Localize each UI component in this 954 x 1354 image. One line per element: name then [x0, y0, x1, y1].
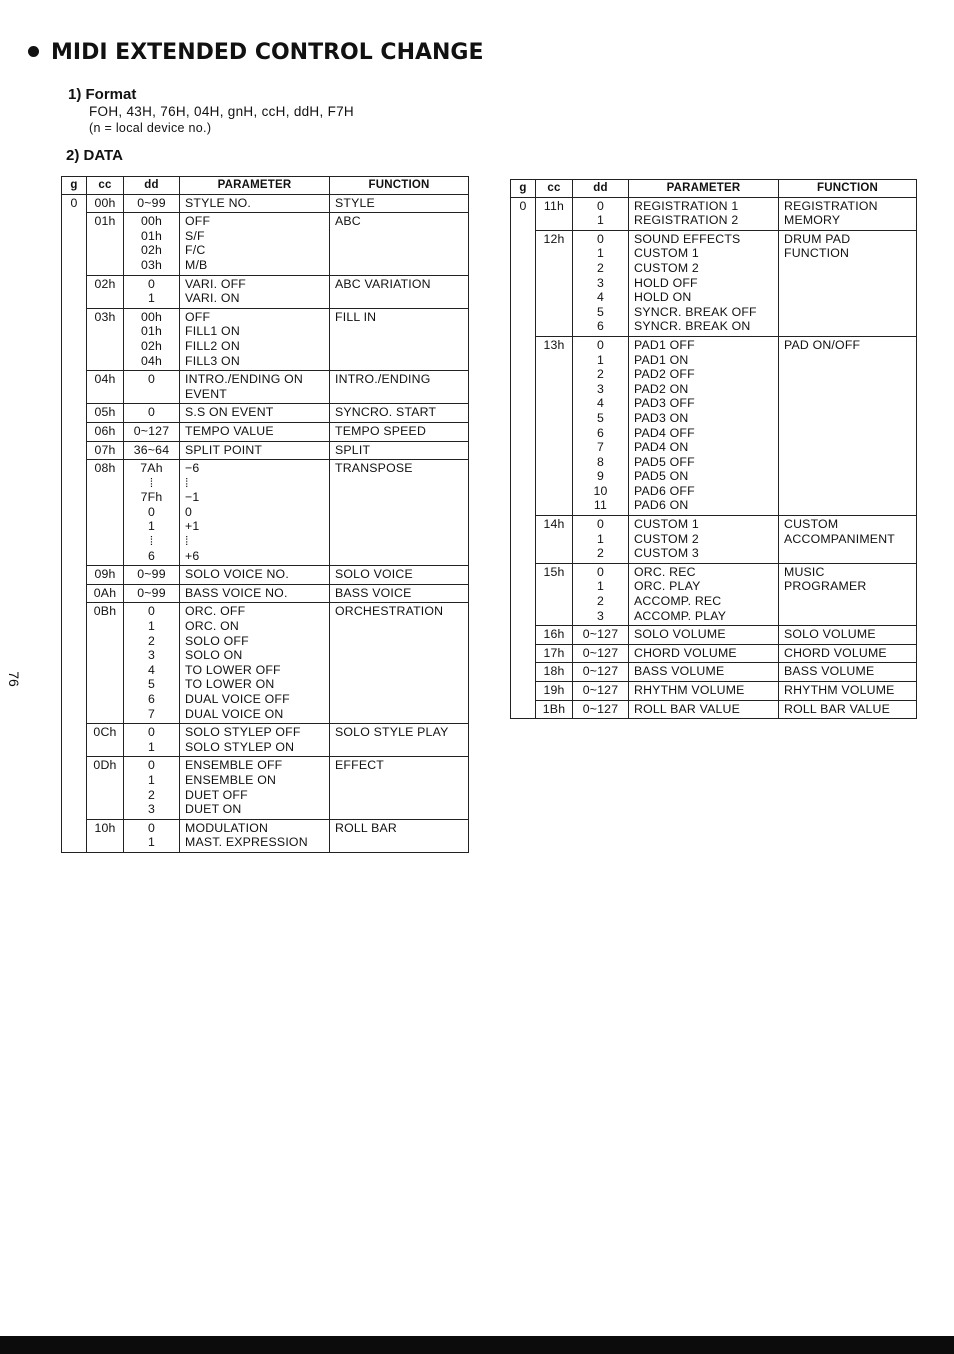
parameter-cell: BASS VOICE NO.	[180, 584, 330, 603]
parameter-cell: −6 ⁞ −1 0 +1 ⁞ +6	[180, 460, 330, 566]
page-number: 76	[5, 671, 22, 687]
format-heading: 1) Format	[68, 86, 137, 103]
cc-cell: 18h	[536, 663, 573, 682]
parameter-cell: SOLO STYLEP OFF SOLO STYLEP ON	[180, 724, 330, 757]
cc-cell: 19h	[536, 682, 573, 701]
right-data-table	[510, 179, 917, 719]
parameter-cell: ROLL BAR VALUE	[629, 700, 779, 719]
function-cell: SPLIT	[330, 441, 469, 460]
table-header-row	[62, 177, 469, 195]
table-row	[511, 700, 917, 719]
cc-cell: 02h	[87, 275, 124, 308]
parameter-cell: STYLE NO.	[180, 194, 330, 213]
dd-cell: 0 1	[124, 275, 180, 308]
parameter-cell: MODULATION MAST. EXPRESSION	[180, 819, 330, 852]
header-cc: cc	[87, 177, 124, 195]
parameter-cell: TEMPO VALUE	[180, 422, 330, 441]
function-cell: ABC VARIATION	[330, 275, 469, 308]
table-row	[62, 308, 469, 370]
cc-cell: 16h	[536, 626, 573, 645]
parameter-cell: S.S ON EVENT	[180, 404, 330, 423]
cc-cell: 0Bh	[87, 603, 124, 724]
parameter-cell: ENSEMBLE OFF ENSEMBLE ON DUET OFF DUET ON	[180, 757, 330, 819]
parameter-cell: SOLO VOLUME	[629, 626, 779, 645]
function-cell: SOLO VOICE	[330, 566, 469, 585]
cc-cell: 11h	[536, 197, 573, 230]
dd-cell: 0 1 2 3 4 5 6 7 8 9 10 11	[573, 336, 629, 515]
table-row	[62, 404, 469, 423]
table-row	[511, 644, 917, 663]
table-row	[62, 441, 469, 460]
dd-cell: 0~127	[124, 422, 180, 441]
parameter-cell: PAD1 OFF PAD1 ON PAD2 OFF PAD2 ON PAD3 OFF PAD3 ON PAD4 OFF PAD4 ON PAD5 OFF PAD5 ON PAD6 OFF PAD6 ON	[629, 336, 779, 515]
function-cell: MUSIC PROGRAMER	[779, 563, 917, 625]
parameter-cell: CHORD VOLUME	[629, 644, 779, 663]
parameter-cell: ORC. REC ORC. PLAY ACCOMP. REC ACCOMP. PLAY	[629, 563, 779, 625]
table-row	[511, 336, 917, 515]
left-data-table	[61, 176, 469, 853]
cc-cell: 0Dh	[87, 757, 124, 819]
table-row	[62, 460, 469, 566]
table-row	[62, 584, 469, 603]
table-header-row	[511, 180, 917, 198]
function-cell: ROLL BAR	[330, 819, 469, 852]
cc-cell: 10h	[87, 819, 124, 852]
dd-cell: 0 1 2 3 4 5 6 7	[124, 603, 180, 724]
data-heading: 2) DATA	[66, 147, 123, 164]
table-row	[62, 213, 469, 275]
cc-cell: 1Bh	[536, 700, 573, 719]
dd-cell: 0 1	[124, 819, 180, 852]
dd-cell: 0	[124, 371, 180, 404]
cc-cell: 08h	[87, 460, 124, 566]
dd-cell: 0 1	[124, 724, 180, 757]
cc-cell: 05h	[87, 404, 124, 423]
table-row	[62, 566, 469, 585]
table-row	[62, 371, 469, 404]
function-cell: CUSTOM ACCOMPANIMENT	[779, 516, 917, 564]
function-cell: TEMPO SPEED	[330, 422, 469, 441]
cc-cell: 09h	[87, 566, 124, 585]
table-row	[511, 230, 917, 336]
header-dd: dd	[573, 180, 629, 198]
function-cell: STYLE	[330, 194, 469, 213]
function-cell: INTRO./ENDING	[330, 371, 469, 404]
page-title	[28, 40, 484, 65]
dd-cell: 0~99	[124, 584, 180, 603]
function-cell: SOLO VOLUME	[779, 626, 917, 645]
dd-cell: 0 1 2 3	[573, 563, 629, 625]
function-cell: REGISTRATION MEMORY	[779, 197, 917, 230]
table-row	[62, 422, 469, 441]
cc-cell: 06h	[87, 422, 124, 441]
dd-cell: 00h 01h 02h 03h	[124, 213, 180, 275]
function-cell: BASS VOLUME	[779, 663, 917, 682]
cc-cell: 0Ch	[87, 724, 124, 757]
parameter-cell: INTRO./ENDING ON EVENT	[180, 371, 330, 404]
parameter-cell: SPLIT POINT	[180, 441, 330, 460]
header-g: g	[62, 177, 87, 195]
cc-cell: 15h	[536, 563, 573, 625]
dd-cell: 0~127	[573, 663, 629, 682]
table-row	[62, 603, 469, 724]
function-cell: SYNCRO. START	[330, 404, 469, 423]
table-row	[62, 757, 469, 819]
table-row	[511, 663, 917, 682]
parameter-cell: RHYTHM VOLUME	[629, 682, 779, 701]
dd-cell: 0~99	[124, 194, 180, 213]
function-cell: ROLL BAR VALUE	[779, 700, 917, 719]
function-cell: BASS VOICE	[330, 584, 469, 603]
cc-cell: 04h	[87, 371, 124, 404]
g-cell: 0	[511, 197, 536, 719]
parameter-cell: CUSTOM 1 CUSTOM 2 CUSTOM 3	[629, 516, 779, 564]
table-row	[511, 563, 917, 625]
parameter-cell: OFF S/F F/C M/B	[180, 213, 330, 275]
cc-cell: 07h	[87, 441, 124, 460]
cc-cell: 01h	[87, 213, 124, 275]
page-title-text: MIDI EXTENDED CONTROL CHANGE	[51, 40, 484, 65]
cc-cell: 12h	[536, 230, 573, 336]
header-parameter: PARAMETER	[180, 177, 330, 195]
parameter-cell: OFF FILL1 ON FILL2 ON FILL3 ON	[180, 308, 330, 370]
table-row	[511, 626, 917, 645]
header-cc: cc	[536, 180, 573, 198]
function-cell: ABC	[330, 213, 469, 275]
cc-cell: 14h	[536, 516, 573, 564]
function-cell: FILL IN	[330, 308, 469, 370]
header-g: g	[511, 180, 536, 198]
function-cell: CHORD VOLUME	[779, 644, 917, 663]
header-function: FUNCTION	[330, 177, 469, 195]
table-row	[62, 275, 469, 308]
dd-cell: 0~127	[573, 644, 629, 663]
function-cell: EFFECT	[330, 757, 469, 819]
parameter-cell: VARI. OFF VARI. ON	[180, 275, 330, 308]
dd-cell: 00h 01h 02h 04h	[124, 308, 180, 370]
dd-cell: 0 1 2 3	[124, 757, 180, 819]
g-cell: 0	[62, 194, 87, 852]
parameter-cell: SOUND EFFECTS CUSTOM 1 CUSTOM 2 HOLD OFF HOLD ON SYNCR. BREAK OFF SYNCR. BREAK ON	[629, 230, 779, 336]
cc-cell: 00h	[87, 194, 124, 213]
table-row	[62, 819, 469, 852]
dd-cell: 0 1 2 3 4 5 6	[573, 230, 629, 336]
cc-cell: 13h	[536, 336, 573, 515]
parameter-cell: REGISTRATION 1 REGISTRATION 2	[629, 197, 779, 230]
dd-cell: 0~99	[124, 566, 180, 585]
header-function: FUNCTION	[779, 180, 917, 198]
bottom-bar	[0, 1336, 954, 1354]
function-cell: ORCHESTRATION	[330, 603, 469, 724]
dd-cell: 0~127	[573, 682, 629, 701]
bullet-icon	[28, 46, 39, 57]
table-row	[511, 516, 917, 564]
header-parameter: PARAMETER	[629, 180, 779, 198]
cc-cell: 17h	[536, 644, 573, 663]
parameter-cell: BASS VOLUME	[629, 663, 779, 682]
dd-cell: 0~127	[573, 626, 629, 645]
function-cell: DRUM PAD FUNCTION	[779, 230, 917, 336]
table-row	[62, 724, 469, 757]
dd-cell: 0 1 2	[573, 516, 629, 564]
function-cell: TRANSPOSE	[330, 460, 469, 566]
cc-cell: 03h	[87, 308, 124, 370]
dd-cell: 7Ah ⁞ 7Fh 0 1 ⁞ 6	[124, 460, 180, 566]
dd-cell: 36~64	[124, 441, 180, 460]
dd-cell: 0~127	[573, 700, 629, 719]
format-note: (n = local device no.)	[89, 121, 212, 135]
function-cell: SOLO STYLE PLAY	[330, 724, 469, 757]
parameter-cell: ORC. OFF ORC. ON SOLO OFF SOLO ON TO LOWER OFF TO LOWER ON DUAL VOICE OFF DUAL VOICE ON	[180, 603, 330, 724]
cc-cell: 0Ah	[87, 584, 124, 603]
dd-cell: 0 1	[573, 197, 629, 230]
header-dd: dd	[124, 177, 180, 195]
table-row	[62, 194, 469, 213]
function-cell: PAD ON/OFF	[779, 336, 917, 515]
format-line: FOH, 43H, 76H, 04H, gnH, ccH, ddH, F7H	[89, 104, 354, 119]
table-row	[511, 197, 917, 230]
function-cell: RHYTHM VOLUME	[779, 682, 917, 701]
table-row	[511, 682, 917, 701]
dd-cell: 0	[124, 404, 180, 423]
parameter-cell: SOLO VOICE NO.	[180, 566, 330, 585]
